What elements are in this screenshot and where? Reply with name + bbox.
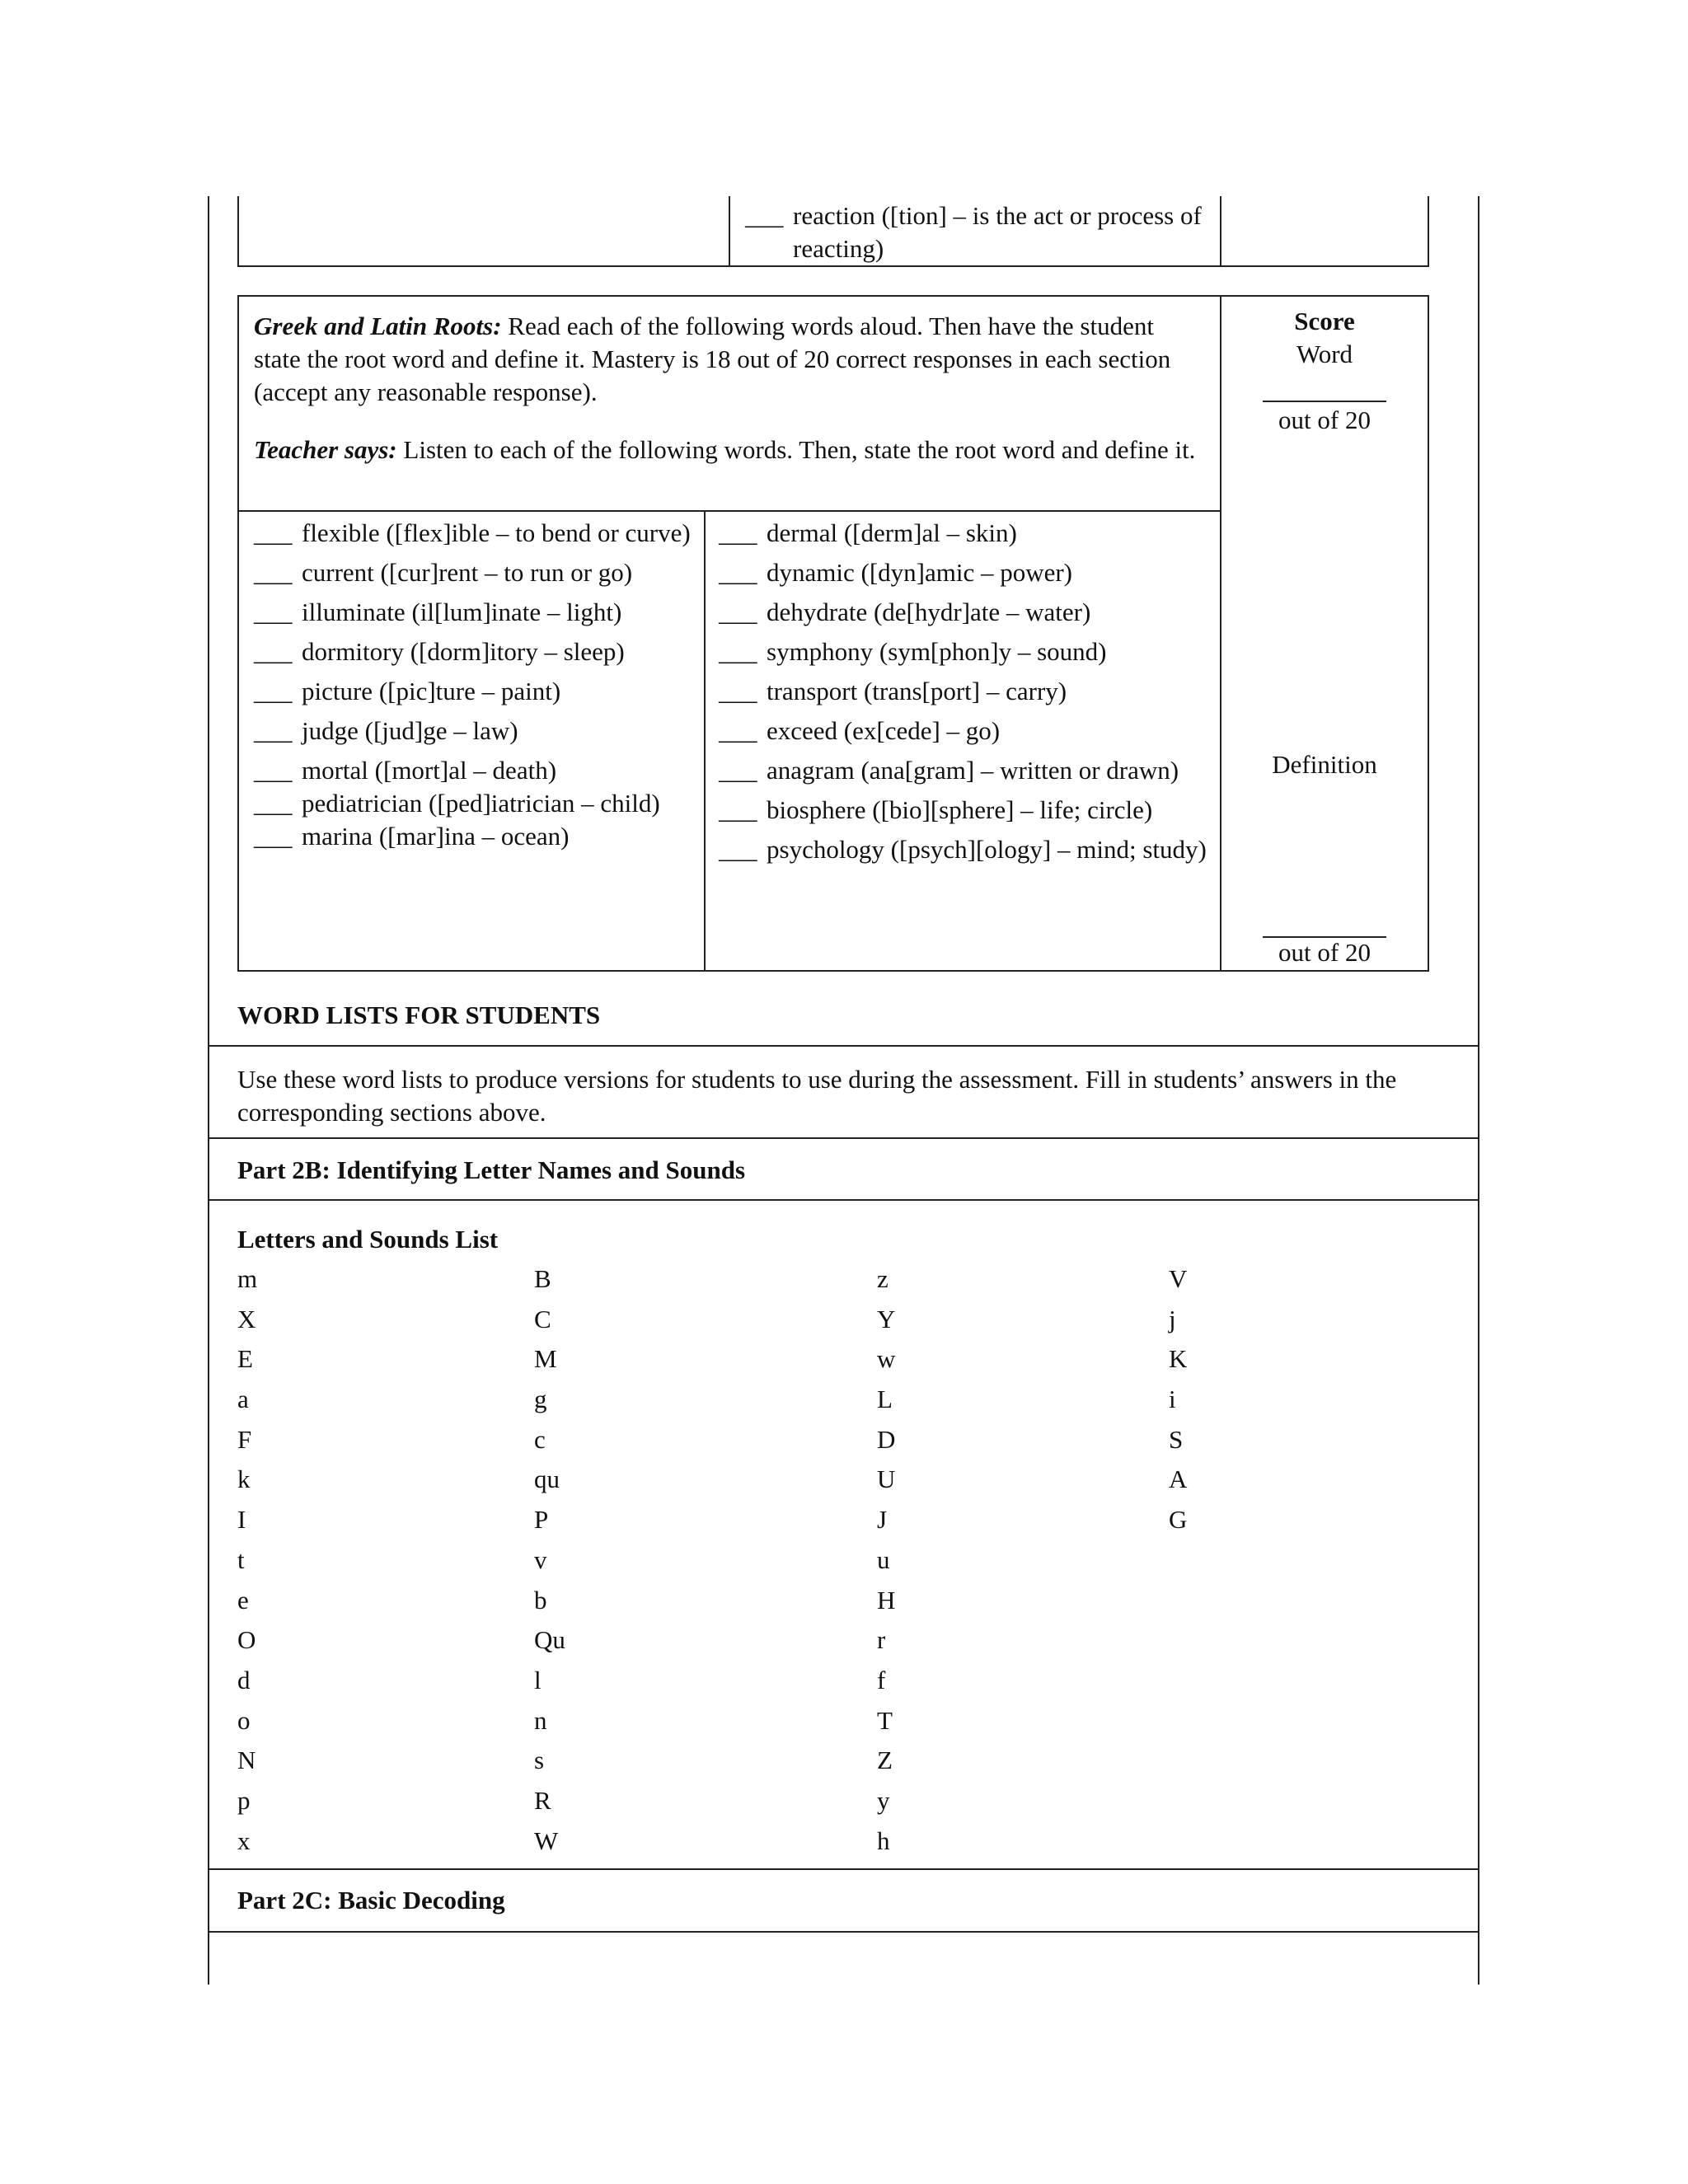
answer-blank: ___ [719, 835, 757, 864]
score-heading: Score [1294, 307, 1355, 335]
word-entry: pediatrician ([ped]iatrician – child) [302, 789, 660, 818]
letter-item: a [237, 1385, 249, 1414]
score-definition-out-of: out of 20 [1278, 938, 1371, 967]
answer-blank: ___ [254, 822, 293, 851]
letter-item: u [877, 1544, 890, 1574]
letter-item: S [1169, 1424, 1184, 1454]
word-entry: dehydrate (de[hydr]ate – water) [767, 598, 1091, 626]
letters-list-heading: Letters and Sounds List [237, 1225, 499, 1254]
letter-item: Qu [534, 1625, 565, 1655]
letter-item: M [534, 1344, 557, 1374]
teacher-script [254, 434, 1205, 466]
divider [208, 1931, 1479, 1933]
letter-item: V [1169, 1264, 1188, 1293]
letter-item: W [534, 1825, 559, 1855]
list-item [719, 596, 1212, 629]
letter-item: c [534, 1424, 546, 1454]
list-item [719, 794, 1212, 827]
continued-table-col-2 [730, 196, 1221, 265]
part-2c-heading: Part 2C: Basic Decoding [237, 1886, 505, 1915]
letter-item: U [877, 1465, 896, 1494]
letters-column-2 [534, 1263, 565, 1864]
answer-blank: ___ [719, 518, 757, 547]
answer-blank: ___ [254, 558, 293, 587]
word-column-left [239, 512, 706, 972]
word-lists-intro: Use these word lists to produce versions for students to use during the assessment. Fill in students’ answers in the corresponding sections above. [237, 1065, 1397, 1127]
list-item [254, 715, 696, 748]
answer-blank: ___ [745, 201, 784, 230]
letter-item: e [237, 1585, 249, 1615]
page-frame-left [208, 196, 209, 1985]
letter-item: m [237, 1264, 258, 1293]
page-frame-right [1478, 196, 1479, 1985]
letter-item: v [534, 1544, 547, 1574]
instructions-cell [239, 297, 1221, 512]
answer-blank: ___ [254, 518, 293, 547]
letter-item: t [237, 1544, 245, 1574]
word-lists-heading: WORD LISTS FOR STUDENTS [237, 1001, 601, 1029]
instructions-title: Greek and Latin Roots: [254, 312, 502, 340]
letter-item: X [237, 1304, 256, 1333]
letter-item: D [877, 1424, 896, 1454]
letter-item: b [534, 1585, 547, 1615]
answer-blank: ___ [254, 756, 293, 785]
letter-item: n [534, 1705, 547, 1735]
score-word-label: Word [1296, 340, 1353, 368]
word-entry: biosphere ([bio][sphere] – life; circle) [767, 795, 1153, 824]
instructions-text: Read each of the following words aloud. Then have the student state the root word and define it. Mastery is 18 out of 20 correct responses in each section (accept any reasonable response). [254, 312, 1171, 406]
letter-item: s [534, 1746, 545, 1775]
list-item [719, 715, 1212, 748]
score-word-out-of: out of 20 [1278, 405, 1371, 434]
list-item [254, 517, 696, 550]
greek-latin-roots-table [237, 295, 1429, 972]
answer-blank: ___ [254, 677, 293, 705]
score-word-blank [1263, 401, 1386, 402]
list-item [719, 517, 1212, 550]
word-column-right [706, 512, 1221, 972]
word-entry: judge ([jud]ge – law) [302, 716, 518, 745]
word-entry: illuminate (il[lum]inate – light) [302, 598, 622, 626]
entry-text: reaction ([tion] – is the act or process of reacting) [793, 201, 1202, 263]
letter-item: R [534, 1785, 551, 1815]
letter-item: g [534, 1385, 547, 1414]
letter-item: Y [877, 1304, 896, 1333]
letter-item: y [877, 1785, 890, 1815]
divider [208, 1199, 1479, 1201]
letter-item: N [237, 1746, 256, 1775]
list-item [719, 754, 1212, 787]
word-entry: exceed (ex[cede] – go) [767, 716, 1001, 745]
continued-table-col-1 [239, 196, 730, 265]
continued-table [237, 196, 1429, 267]
letter-item: O [237, 1625, 256, 1655]
letters-column-1 [237, 1263, 257, 1864]
list-item [719, 833, 1212, 866]
letter-item: H [877, 1585, 896, 1615]
list-item [745, 199, 1207, 265]
letter-item: C [534, 1304, 551, 1333]
letter-item: r [877, 1625, 886, 1655]
letter-item: p [237, 1785, 251, 1815]
word-entry: psychology ([psych][ology] – mind; study) [767, 835, 1207, 864]
word-entry: current ([cur]rent – to run or go) [302, 558, 633, 587]
score-cell [1221, 297, 1428, 970]
list-item [719, 675, 1212, 708]
answer-blank: ___ [719, 795, 757, 824]
list-item [254, 820, 696, 853]
list-item [719, 556, 1212, 589]
divider [208, 1137, 1479, 1139]
list-item [254, 596, 696, 629]
answer-blank: ___ [719, 677, 757, 705]
letter-item: F [237, 1424, 252, 1454]
letters-column-4 [1169, 1263, 1187, 1544]
list-item [254, 787, 696, 820]
word-entry: dormitory ([dorm]itory – sleep) [302, 637, 625, 666]
letter-item: A [1169, 1465, 1188, 1494]
letter-item: K [1169, 1344, 1188, 1374]
letter-item: E [237, 1344, 253, 1374]
letter-item: G [1169, 1505, 1188, 1535]
word-entry: dermal ([derm]al – skin) [767, 518, 1017, 547]
answer-blank: ___ [719, 598, 757, 626]
letter-item: h [877, 1825, 890, 1855]
part-2b-heading: Part 2B: Identifying Letter Names and Sounds [237, 1155, 746, 1184]
letter-item: f [877, 1665, 886, 1694]
letter-item: Z [877, 1746, 893, 1775]
word-entry: marina ([mar]ina – ocean) [302, 822, 570, 851]
score-definition-label: Definition [1272, 750, 1377, 779]
answer-blank: ___ [254, 637, 293, 666]
list-item [719, 635, 1212, 668]
answer-blank: ___ [254, 598, 293, 626]
word-entry: picture ([pic]ture – paint) [302, 677, 561, 705]
answer-blank: ___ [719, 716, 757, 745]
word-entry: anagram (ana[gram] – written or drawn) [767, 756, 1179, 785]
answer-blank: ___ [719, 637, 757, 666]
teacher-says-title: Teacher says: [254, 435, 397, 464]
letter-item: I [237, 1505, 246, 1535]
letter-item: P [534, 1505, 549, 1535]
answer-blank: ___ [719, 756, 757, 785]
letter-item: qu [534, 1465, 560, 1494]
letter-item: l [534, 1665, 542, 1694]
instructions [254, 310, 1205, 409]
answer-blank: ___ [254, 716, 293, 745]
teacher-says-text: Listen to each of the following words. Then, state the root word and define it. [396, 435, 1196, 464]
letter-item: d [237, 1665, 251, 1694]
letter-item: k [237, 1465, 251, 1494]
word-entry: flexible ([flex]ible – to bend or curve) [302, 518, 691, 547]
word-entry: symphony (sym[phon]y – sound) [767, 637, 1107, 666]
letter-item: J [877, 1505, 888, 1535]
answer-blank: ___ [719, 558, 757, 587]
list-item [254, 635, 696, 668]
divider [208, 1045, 1479, 1047]
word-entry: mortal ([mort]al – death) [302, 756, 557, 785]
letters-column-3 [877, 1263, 895, 1864]
letter-item: w [877, 1344, 896, 1374]
answer-blank: ___ [254, 789, 293, 818]
letter-item: o [237, 1705, 251, 1735]
letter-item: T [877, 1705, 893, 1735]
word-entry: dynamic ([dyn]amic – power) [767, 558, 1073, 587]
letter-item: z [877, 1264, 889, 1293]
letter-item: L [877, 1385, 893, 1414]
letter-item: j [1169, 1304, 1176, 1333]
letter-item: x [237, 1825, 251, 1855]
list-item [254, 754, 696, 787]
list-item [254, 675, 696, 708]
divider [208, 1868, 1479, 1870]
word-entry: transport (trans[port] – carry) [767, 677, 1067, 705]
list-item [254, 556, 696, 589]
letter-item: i [1169, 1385, 1176, 1414]
letter-item: B [534, 1264, 551, 1293]
